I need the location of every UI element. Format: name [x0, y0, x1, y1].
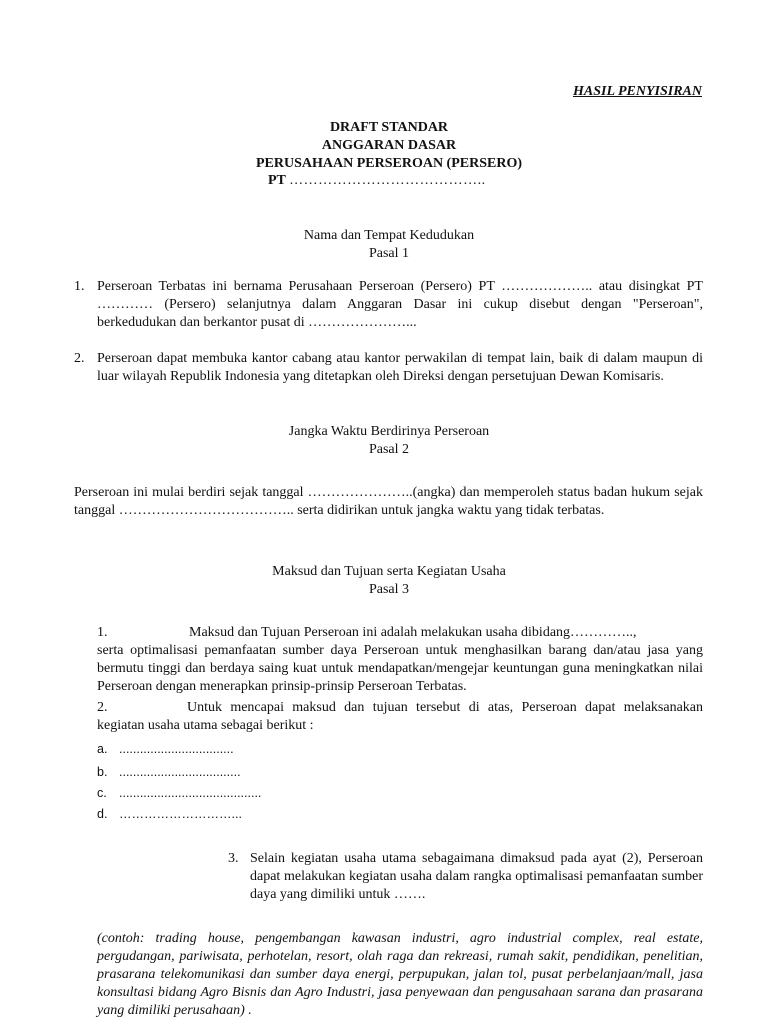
pt-name-line — [268, 173, 486, 189]
pasal-3-item-3 — [228, 850, 703, 904]
pt-name-blank: ………………………………….. — [289, 173, 486, 188]
letter-item-a — [97, 742, 234, 756]
letter-item-b — [97, 765, 241, 779]
pasal-2-text: Perseroan ini mulai berdiri sejak tanggal …………………..(angka) dan memperoleh status badan hukum sejak tanggal ……………………………….. serta didirikan untuk jangka waktu yang tidak terbatas. — [74, 485, 703, 518]
letter-item-c — [97, 786, 261, 800]
letter-blank: ………………………... — [119, 807, 242, 821]
letter-blank: ................................. — [119, 742, 234, 756]
item-number: 3. — [228, 851, 239, 866]
letter-label: d. — [97, 807, 108, 821]
pasal-3-item-2 — [97, 699, 703, 735]
pasal-1-item-1 — [74, 278, 703, 332]
title-line-3: PERUSAHAAN PERSEROAN (PERSERO) — [255, 156, 523, 171]
item-text: Perseroan dapat membuka kantor cabang atau kantor perwakilan di tempat lain, baik di dalam maupun di luar wilayah Republik Indonesia yang ditetapkan oleh Direksi dengan persetujuan Dewan Komisaris. — [97, 351, 703, 384]
letter-label: b. — [97, 765, 108, 779]
item-text: serta optimalisasi pemanfaatan sumber daya Perseroan untuk menghasilkan barang dan/atau jasa yang bermutu tinggi dan berdaya saing kuat untuk mendapatkan/mengejar keuntungan guna meningkatkan nilai Perseroan dengan menerapkan prinsip-prinsip Perseroan Terbatas. — [97, 643, 703, 694]
pasal-3-item-1 — [97, 624, 703, 696]
pasal-1-item-2 — [74, 350, 703, 386]
title-line-2: ANGGARAN DASAR — [321, 138, 457, 153]
item-1-first-line — [97, 624, 703, 642]
letter-blank: ......................................... — [119, 786, 262, 800]
pasal-2-number: Pasal 2 — [368, 442, 410, 457]
pasal-1-number: Pasal 1 — [368, 246, 410, 261]
item-number: 1. — [97, 625, 108, 640]
letter-label: a. — [97, 742, 108, 756]
item-number: 1. — [74, 279, 85, 294]
item-text: Selain kegiatan usaha utama sebagaimana dimaksud pada ayat (2), Perseroan dapat melakukan kegiatan usaha dalam rangka optimalisasi pemanfaatan sumber daya yang dimiliki untuk ……. — [250, 851, 703, 902]
item-number: 2. — [74, 351, 85, 366]
title-line-1: DRAFT STANDAR — [329, 120, 449, 135]
pasal-3-heading — [0, 563, 768, 599]
pasal-3-number: Pasal 3 — [368, 582, 410, 597]
letter-blank: ................................... — [119, 765, 241, 779]
item-text: Perseroan Terbatas ini bernama Perusahaan Perseroan (Persero) PT ……………….. atau disingkat PT ………… (Persero) selanjutnya dalam Anggaran Dasar ini cukup disebut dengan "Perseroan", berkedudukan dan berkantor pusat di …………………... — [97, 279, 703, 330]
hasil-penyisiran-label: HASIL PENYISIRAN — [572, 84, 702, 99]
item-number: 2. — [97, 700, 108, 715]
letter-label: c. — [97, 786, 107, 800]
pasal-1-heading — [0, 227, 768, 263]
pasal-1-title: Nama dan Tempat Kedudukan — [303, 228, 475, 243]
letter-item-d — [97, 807, 242, 821]
pt-label: PT — [268, 173, 286, 188]
item-text: Untuk mencapai maksud dan tujuan tersebut di atas, Perseroan dapat melaksanakan kegiatan usaha utama sebagai berikut : — [97, 700, 703, 733]
activity-examples: (contoh: trading house, pengembangan kawasan industri, agro industrial complex, real estate, pergudangan, pariwisata, perhotelan, resort, olah raga dan rekreasi, rumah sakit, pendidikan, penelitian, prasarana telekomunikasi dan sumber daya energi, perpupukan, jalan tol, pusat perbelanjaan/mall, jasa konsultasi bidang Agro Bisnis dan Agro Industri, jasa penyewaan dan pengusahaan sarana dan prasarana yang dimiliki perusahaan) . — [97, 931, 703, 1018]
item-lead: Maksud dan Tujuan Perseroan ini adalah melakukan usaha dibidang………….., — [189, 625, 637, 640]
pasal-2-heading — [0, 423, 768, 459]
document-title — [0, 119, 768, 173]
pasal-2-title: Jangka Waktu Berdirinya Perseroan — [288, 424, 490, 439]
pasal-3-title: Maksud dan Tujuan serta Kegiatan Usaha — [272, 564, 506, 579]
